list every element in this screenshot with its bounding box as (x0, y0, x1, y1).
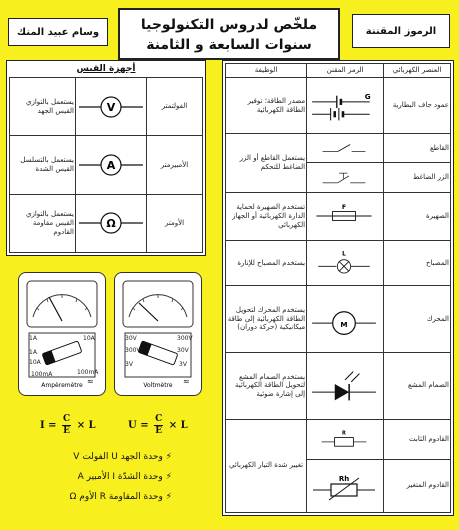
symbol-element-name: الزر الضاغط (384, 163, 451, 192)
symbol-row (226, 352, 451, 419)
instrument-symbol-cell (76, 136, 147, 194)
symbol-function: يستخدم الصمام المشع لتحويل الطاقة الكهربائية إلى إشارة ضوئية (226, 352, 307, 419)
unit-voltage-text: وحدة الجهد U الفولت V (73, 452, 163, 462)
symbol-function (226, 134, 307, 193)
symbol-function-text: يستعمل القاطع أو الزر (239, 154, 306, 163)
page-subtitle: سنوات السابعة و الثامنة (146, 37, 312, 53)
circuit-symbol-icon (308, 248, 380, 278)
voltage-formula-tail: × L (168, 420, 188, 431)
voltmeter-scale-2: 300V (177, 335, 193, 342)
instrument-symbol-icon (77, 208, 145, 238)
instruments-table (9, 77, 203, 253)
symbol-letter: Rh (338, 474, 350, 483)
instrument-symbol-letter: V (106, 100, 116, 114)
symbol-drawing-cell (307, 78, 384, 134)
voltmeter-image (114, 272, 202, 396)
instrument-symbol-cell (76, 78, 147, 136)
col-symbol: الرمز المقنن (307, 64, 384, 78)
col-function: الوظيفة (226, 64, 307, 78)
circuit-symbol-icon (308, 296, 380, 342)
voltmeter-scale-6: 3V (179, 361, 187, 368)
symbol-row (226, 286, 451, 353)
circuit-symbol-icon (308, 169, 380, 187)
circuit-symbol-icon (308, 139, 380, 157)
voltmeter-mode: ≈ (183, 377, 190, 386)
instrument-symbol-cell (76, 194, 147, 252)
symbol-function: تستخدم الصهيرة لحماية الدارة الكهربائية أو الجهاز الكهربائي (226, 192, 307, 240)
symbol-drawing-cell (307, 352, 384, 419)
circuit-symbol-icon (308, 87, 380, 125)
ammeter-scale-2: 10A (83, 335, 95, 342)
voltage-num: C (155, 414, 163, 424)
symbol-row (226, 78, 451, 134)
instruments-title: أجهزة القيس (76, 64, 136, 74)
instrument-name: الفولتمتر (147, 78, 203, 136)
instrument-row (10, 194, 203, 252)
col-element: العنصر الكهربائي (384, 64, 451, 78)
ammeter-scale-1: 1A (29, 335, 37, 342)
symbol-element-name: المصباح (384, 240, 451, 285)
unit-current (32, 472, 172, 482)
symbol-drawing-cell (307, 286, 384, 353)
symbol-letter: R (342, 430, 347, 437)
symbols-panel (222, 60, 454, 516)
ammeter-label: Ampèremètre (41, 382, 83, 389)
current-formula-lhs: I = (40, 420, 57, 431)
instrument-symbol-letter: A (106, 158, 116, 172)
ammeter-image (18, 272, 106, 396)
voltmeter-scale-4: 300V (125, 347, 141, 354)
title-box (118, 8, 340, 60)
symbol-drawing-cell (307, 419, 384, 459)
current-fraction (62, 414, 71, 437)
symbol-row (226, 134, 451, 163)
symbol-element-name: القاطع (384, 134, 451, 163)
voltmeter-scale-1: 30V (125, 335, 137, 342)
instrument-desc: يستعمل بالتسلسل القيس الشدة (10, 136, 76, 194)
current-formula-tail: × L (76, 420, 96, 431)
symbol-row (226, 419, 451, 459)
unit-resistance-text: وحدة المقاومة R الأوم Ω (69, 492, 163, 502)
circuit-symbol-icon (308, 468, 380, 504)
instrument-desc: يستعمل بالتوازي القيس مقاومة القادوم (10, 194, 76, 252)
circuit-symbol-icon (308, 363, 380, 409)
instrument-row (10, 78, 203, 136)
unit-resistance (32, 492, 172, 502)
circuit-symbol-icon (308, 200, 380, 232)
symbol-drawing-cell (307, 163, 384, 192)
symbol-row (226, 192, 451, 240)
voltage-den: E (155, 426, 163, 436)
symbol-drawing-cell (307, 134, 384, 163)
symbols-table (225, 63, 451, 513)
symbol-function-text: الضاغط للتحكم (260, 162, 306, 171)
ammeter-mode: ≈ (87, 377, 94, 386)
author-box (8, 18, 108, 46)
symbol-letter: M (340, 320, 348, 330)
unit-voltage (32, 452, 172, 462)
instruments-panel (6, 60, 206, 256)
current-den: E (63, 426, 71, 436)
page-title: ملخّص لدروس التكنولوجيا (140, 17, 318, 33)
voltmeter-label: Voltmètre (143, 382, 173, 389)
instrument-name: الأمبيرمتر (147, 136, 203, 194)
circuit-symbol-icon (308, 426, 380, 452)
voltmeter-drawing (115, 273, 200, 393)
ammeter-scale-3: 100mA (77, 369, 99, 376)
instrument-symbol-letter: Ω (106, 217, 116, 231)
current-formula (40, 414, 96, 437)
instrument-name: الأومتر (147, 194, 203, 252)
instrument-symbol-icon (77, 150, 145, 180)
ammeter-scale-4: 1A (29, 349, 37, 356)
instrument-desc: يستعمل بالتوازي القيس الجهد (10, 78, 76, 136)
symbol-letter: F (341, 204, 347, 212)
lightning-icon: ⚡ (165, 452, 172, 462)
symbol-drawing-cell (307, 459, 384, 512)
voltage-fraction (154, 414, 163, 437)
symbol-function: مصدر الطاقة؛ توفير الطاقة الكهربائية (226, 78, 307, 134)
symbol-function: تغيير شدة التيار الكهربائي (226, 419, 307, 512)
symbol-function: يستخدم المحرك لتحويل الطاقة الكهربائية إلى طاقة ميكانيكية (حركة دوران) (226, 286, 307, 353)
symbol-drawing-cell (307, 192, 384, 240)
symbols-box (352, 14, 450, 48)
ammeter-scale-5: 10A (29, 359, 41, 366)
symbol-function: يستخدم المصباح للإنارة (226, 240, 307, 285)
symbol-element-name: المحرك (384, 286, 451, 353)
symbol-drawing-cell (307, 240, 384, 285)
author-name: وسام عبيد المنك (16, 26, 100, 38)
voltage-formula (128, 414, 188, 437)
unit-current-text: وحدة الشدّة I الأمبير A (77, 472, 163, 482)
symbol-element-name: القادوم الثابت (384, 419, 451, 459)
voltage-formula-lhs: U = (128, 420, 149, 431)
symbol-element-name: الصمام المشع (384, 352, 451, 419)
symbol-row (226, 240, 451, 285)
symbol-letter: G (364, 91, 371, 101)
lightning-icon: ⚡ (165, 492, 172, 502)
voltmeter-scale-5: 3V (125, 361, 133, 368)
symbol-letter: L (342, 251, 346, 258)
voltmeter-scale-3: 30V (177, 347, 189, 354)
current-num: C (63, 414, 71, 424)
symbol-element-name: الصهيرة (384, 192, 451, 240)
instrument-symbol-icon (77, 92, 145, 122)
symbols-heading: الرموز المقننة (365, 25, 437, 37)
symbol-element-name: عمود جاف البطارية (384, 78, 451, 134)
ammeter-scale-6: 100mA (31, 371, 53, 378)
instrument-row (10, 136, 203, 194)
symbol-element-name: القادوم المتغير (384, 459, 451, 512)
lightning-icon: ⚡ (165, 472, 172, 482)
